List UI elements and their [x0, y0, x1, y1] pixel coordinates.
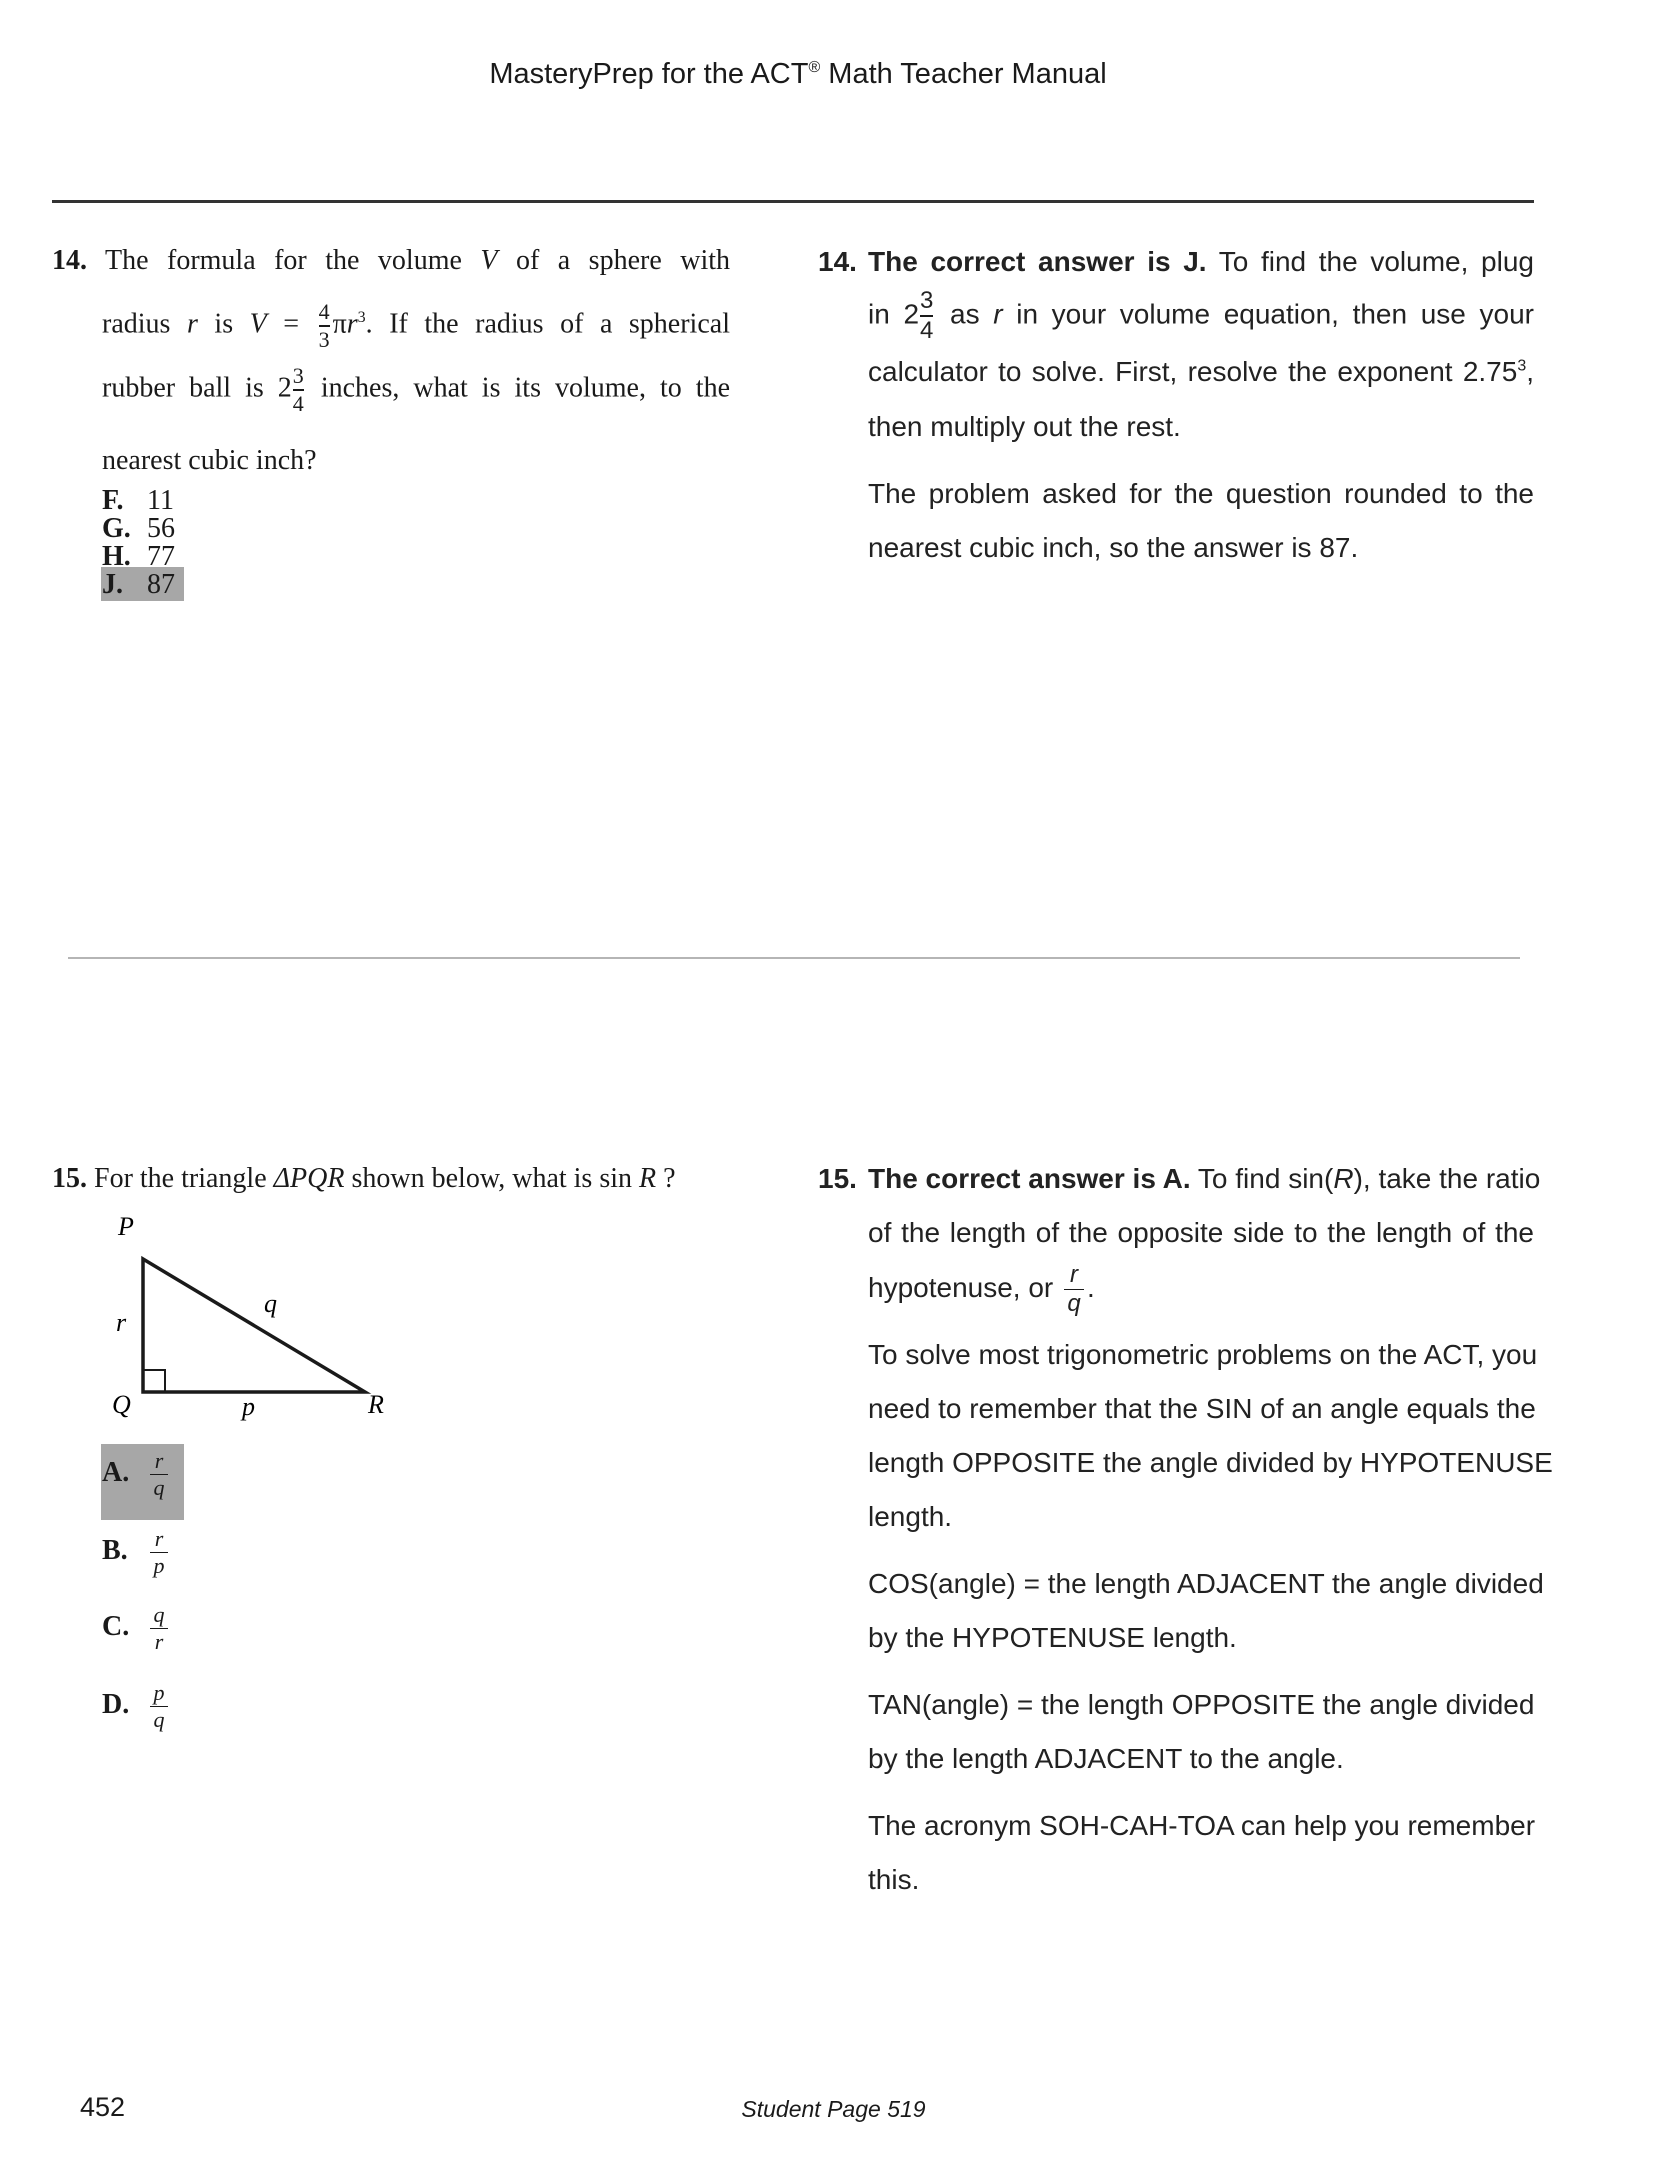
triangle-figure — [100, 1205, 420, 1435]
var-r: R — [1333, 1163, 1354, 1194]
question-14-line-4: nearest cubic inch? — [102, 445, 317, 476]
frac-den: q — [153, 1475, 165, 1500]
side-label-p: p — [242, 1392, 255, 1421]
answer-15-p2-line-2: need to remember that the SIN of an angle equals the — [868, 1393, 1536, 1424]
answer-15-p3-line-2: by the HYPOTENUSE length. — [868, 1622, 1237, 1653]
vertex-label-r: R — [368, 1390, 384, 1419]
choice-letter: B. — [102, 1534, 128, 1566]
question-15 — [52, 1163, 752, 1203]
fraction-r-over-q — [1064, 1263, 1084, 1316]
frac-num: r — [154, 1526, 164, 1551]
student-page-label: Student Page 519 — [741, 2096, 926, 2122]
answer-15-p4-line-1: TAN(angle) = the length OPPOSITE the angle divided — [868, 1689, 1535, 1720]
text: of a sphere with — [497, 245, 730, 276]
answer-15-p2-line-3: length OPPOSITE the angle divided by HYPOTENUSE — [868, 1447, 1553, 1478]
frac-den: 3 — [318, 327, 330, 352]
mixed-whole: 2 — [903, 298, 920, 330]
choice-letter: C. — [102, 1610, 130, 1642]
text: = — [266, 308, 316, 340]
choice-value: 11 — [147, 485, 174, 516]
choice-value: 87 — [147, 569, 175, 600]
answer-number: 15. — [818, 1163, 857, 1194]
text: rubber ball is — [102, 372, 278, 404]
fraction-four-thirds — [319, 301, 330, 351]
choice-fraction — [150, 1450, 168, 1499]
exponent: 3 — [1517, 357, 1527, 375]
answer-15-line-2: of the length of the opposite side to the length of the — [868, 1217, 1534, 1248]
choice-letter: J. — [102, 569, 123, 600]
side-label-r: r — [116, 1308, 127, 1337]
question-14-line-1 — [52, 245, 730, 277]
answer-15-p4-line-2: by the length ADJACENT to the angle. — [868, 1743, 1344, 1774]
exponent: 3 — [357, 309, 366, 327]
var-r: r — [186, 308, 198, 340]
header-rule — [52, 200, 1534, 203]
text: To find the volume, plug — [1206, 246, 1534, 277]
answer-number: 14. — [818, 246, 857, 277]
var-r: r — [346, 308, 358, 340]
choice-d[interactable] — [102, 1682, 171, 1731]
choice-b[interactable] — [102, 1528, 171, 1577]
choice-fraction — [150, 1604, 168, 1653]
choice-letter: A. — [102, 1456, 130, 1488]
var-r: r — [993, 298, 1003, 330]
frac-den: 4 — [292, 391, 304, 416]
answer-15-line-1 — [868, 1163, 1541, 1195]
text: calculator to solve. First, resolve the exponent 2.75 — [868, 356, 1518, 387]
mixed-whole: 2 — [277, 372, 292, 404]
correct-answer-label: The correct answer is J. — [868, 246, 1207, 277]
vertex-label-q: Q — [112, 1390, 131, 1419]
frac-den: 4 — [920, 317, 934, 344]
frac-den: p — [153, 1553, 165, 1578]
var-r: R — [639, 1163, 657, 1194]
answer-15-p2-line-1: To solve most trigonometric problems on the ACT, you — [868, 1339, 1538, 1370]
text: hypotenuse, or — [868, 1271, 1054, 1303]
answer-14-line-1 — [868, 246, 1534, 278]
text: in your volume equation, then use your — [1002, 298, 1534, 330]
fraction-three-quarters — [293, 365, 304, 415]
question-14-line-3 — [102, 365, 730, 415]
pi: π — [332, 308, 347, 340]
text: inches, what is its volume, to the — [306, 372, 730, 404]
choice-letter: G. — [102, 513, 131, 544]
registered-mark: ® — [808, 59, 821, 76]
side-label-q: q — [264, 1289, 277, 1318]
answer-15 — [818, 1163, 1553, 1923]
answer-14-p2-line-2: nearest cubic inch, so the answer is 87. — [868, 532, 1359, 563]
choice-fraction — [150, 1528, 168, 1577]
right-angle-marker — [143, 1370, 165, 1392]
answer-15-line-3 — [868, 1263, 1095, 1316]
question-14-line-2 — [102, 301, 730, 351]
choice-j[interactable] — [102, 569, 175, 601]
answer-15-p5-line-2: this. — [868, 1864, 920, 1895]
question-15-stem — [52, 1163, 676, 1195]
page-header — [0, 58, 1596, 91]
answer-14 — [818, 246, 1534, 576]
header-title-end: Math Teacher Manual — [820, 58, 1107, 90]
text: in — [868, 298, 904, 330]
correct-answer-label: The correct answer is A. — [868, 1163, 1191, 1194]
answer-14-line-2 — [868, 289, 1534, 343]
choice-value: 77 — [147, 541, 175, 572]
answer-14-p2-line-1: The problem asked for the question rounded to the — [868, 478, 1534, 509]
text: . If the radius of a spherical — [365, 308, 730, 340]
frac-den: q — [153, 1707, 165, 1732]
text: ), take the ratio — [1353, 1163, 1541, 1194]
answer-15-p3-line-1: COS(angle) = the length ADJACENT the angle divided — [868, 1568, 1544, 1599]
text: ? — [656, 1163, 676, 1194]
fraction-three-quarters — [920, 289, 933, 343]
var-v: V — [480, 245, 498, 276]
choice-value: 56 — [147, 513, 175, 544]
frac-num: r — [154, 1448, 164, 1473]
frac-den: q — [1067, 1290, 1081, 1317]
section-divider — [68, 957, 1520, 959]
answer-15-p5-line-1: The acronym SOH-CAH-TOA can help you remember — [868, 1810, 1536, 1841]
question-number: 15. — [52, 1163, 87, 1194]
frac-num: 4 — [318, 299, 330, 324]
choice-letter: H. — [102, 541, 131, 572]
frac-den: r — [154, 1629, 164, 1654]
text: For the triangle — [94, 1163, 274, 1194]
text: is — [197, 308, 250, 340]
frac-num: p — [153, 1680, 165, 1705]
triangle-name: ΔPQR — [273, 1163, 345, 1194]
choice-letter: D. — [102, 1688, 130, 1720]
text: as — [936, 298, 994, 330]
answer-15-p2-line-4: length. — [868, 1501, 953, 1532]
triangle-pqr — [143, 1259, 365, 1392]
choice-fraction — [150, 1682, 168, 1731]
frac-num: 3 — [292, 363, 304, 388]
choice-a[interactable] — [102, 1450, 171, 1499]
frac-num: 3 — [920, 287, 934, 314]
answer-14-line-4: then multiply out the rest. — [868, 411, 1181, 442]
question-number: 14. — [52, 245, 87, 276]
answer-14-line-3 — [868, 356, 1534, 388]
var-v: V — [249, 308, 267, 340]
frac-num: q — [153, 1602, 165, 1627]
vertex-label-p: P — [118, 1212, 134, 1241]
text: . — [1087, 1271, 1095, 1303]
text: The formula for the volume — [104, 245, 481, 276]
choice-c[interactable] — [102, 1604, 171, 1653]
header-title-start: MasteryPrep for the ACT — [489, 58, 809, 90]
text: , — [1526, 356, 1534, 387]
text: shown below, what is sin — [344, 1163, 640, 1194]
frac-num: r — [1070, 1261, 1079, 1288]
text: To find sin( — [1190, 1163, 1334, 1194]
page-number: 452 — [80, 2092, 126, 2122]
choice-letter: F. — [102, 485, 124, 516]
text: radius — [102, 308, 187, 340]
